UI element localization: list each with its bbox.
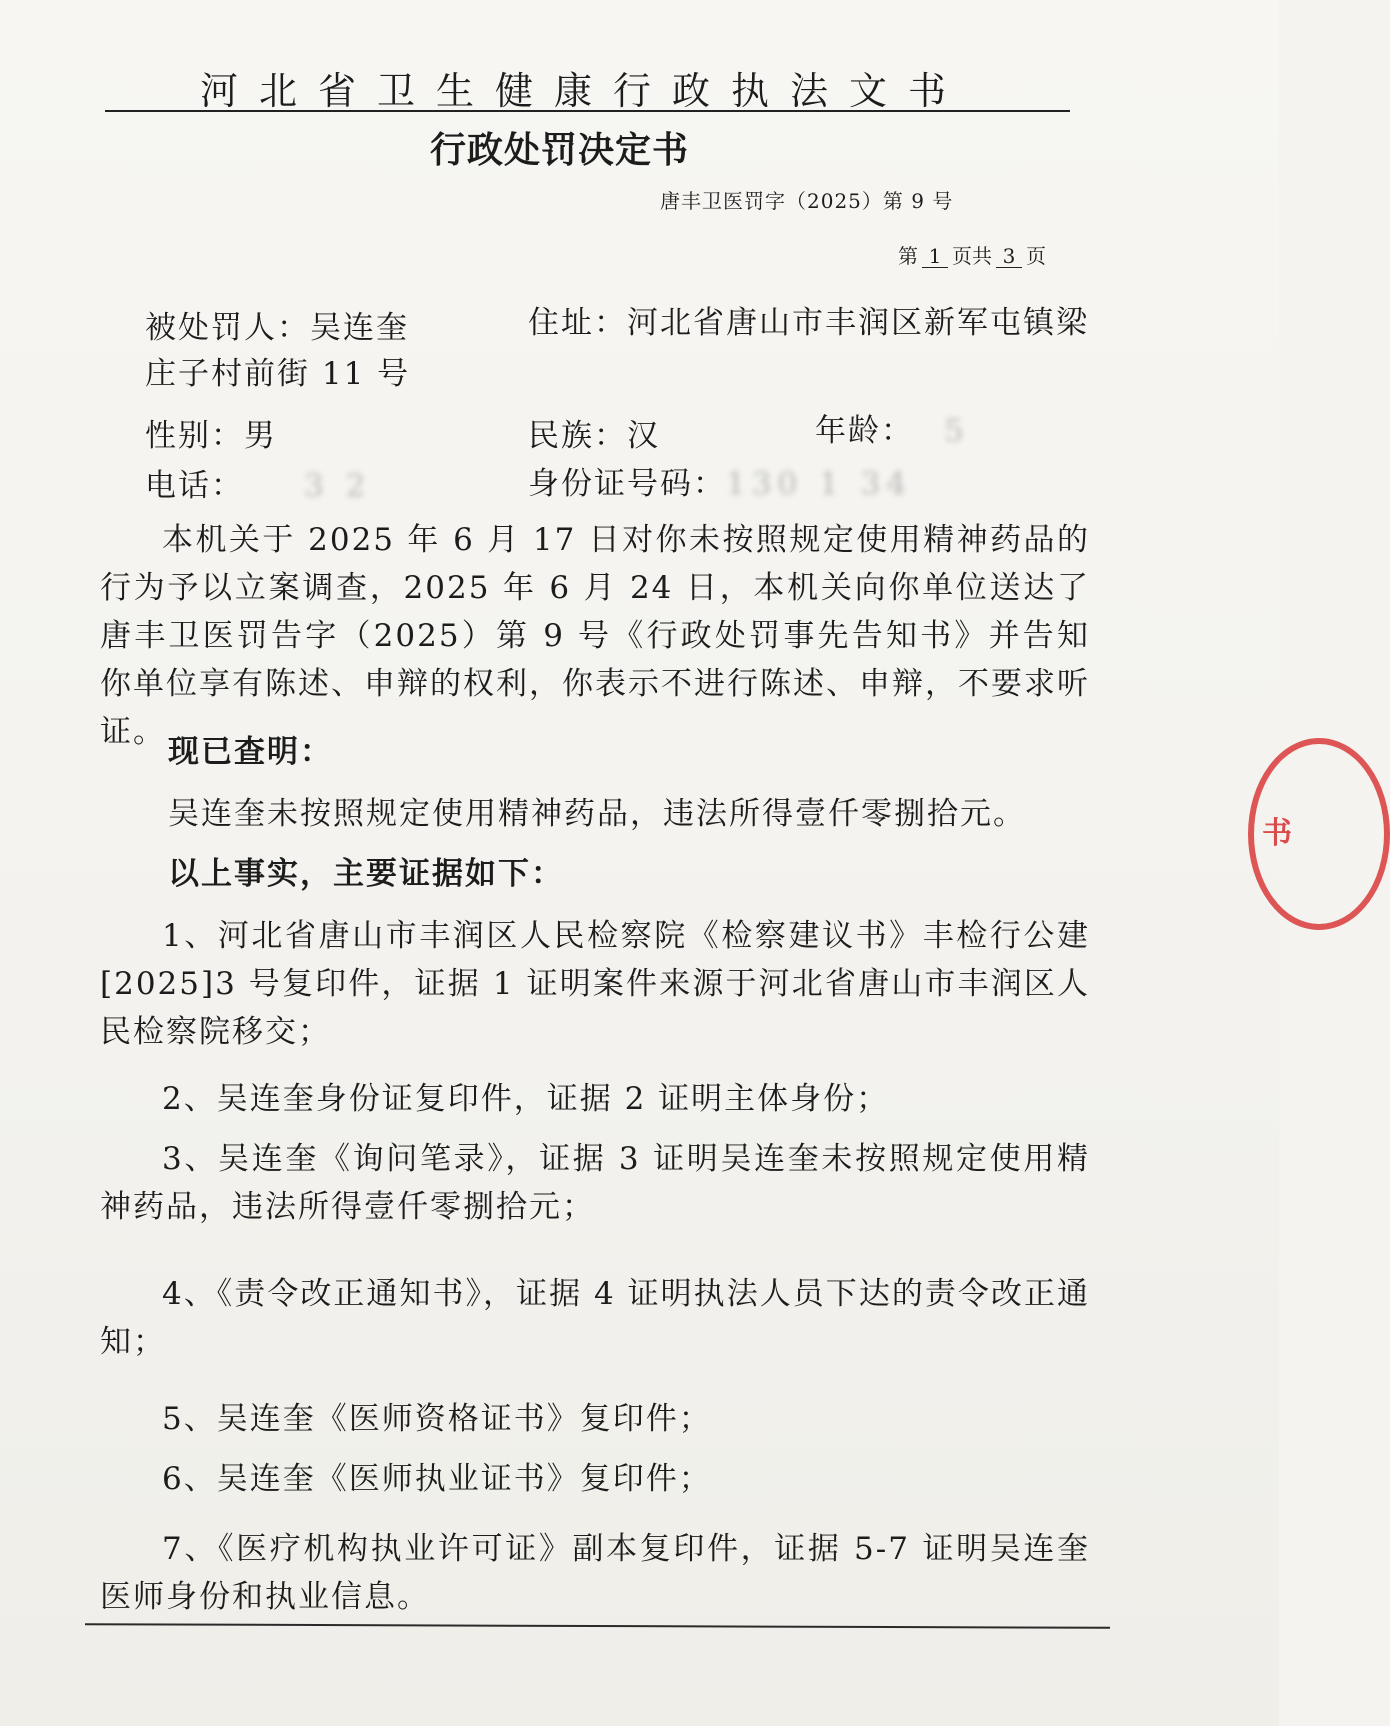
page-current: 1: [922, 245, 948, 268]
page-total: 3: [996, 245, 1022, 268]
party-address-label: 住址：: [528, 305, 627, 341]
party-phone-redacted: 3 2: [304, 468, 372, 504]
agency-title: 河北省卫生健康行政执法文书: [200, 69, 968, 113]
party-name-row: [145, 302, 409, 347]
findings-heading: 现已查明：: [168, 734, 333, 770]
evidence-heading: 以上事实，主要证据如下：: [168, 856, 564, 892]
page-suffix: 页: [1026, 244, 1046, 268]
party-id-row: [528, 458, 912, 503]
document-title: 行政处罚决定书: [430, 129, 690, 171]
page-prefix: 第: [898, 244, 918, 268]
party-age-redacted: 5: [944, 413, 970, 449]
footer-rule: [85, 1623, 1110, 1629]
party-ethnicity-row: [528, 410, 660, 455]
party-ethnicity: 汉: [627, 418, 660, 454]
party-ethnicity-label: 民族：: [528, 418, 627, 454]
seal-fragment: 书: [1262, 816, 1292, 851]
party-address-row: [528, 297, 1089, 342]
evidence-item: 2、吴连奎身份证复印件，证据 2 证明主体身份；: [162, 1081, 890, 1117]
party-address-line2: 庄子村前街 11 号: [145, 356, 411, 392]
party-age-label: 年龄：: [815, 413, 914, 449]
evidence-item: 7、《医疗机构执业许可证》副本复印件，证据 5-7 证明吴连奎医师身份和执业信息。: [100, 1531, 1090, 1615]
page-mid: 页共: [952, 244, 992, 268]
evidence-item: 4、《责令改正通知书》，证据 4 证明执法人员下达的责令改正通知；: [100, 1276, 1090, 1360]
party-age-row: [815, 405, 970, 450]
party-gender-label: 性别：: [145, 418, 244, 454]
party-id-label: 身份证号码：: [528, 466, 726, 502]
party-phone-row: [145, 460, 371, 505]
document-number: 唐丰卫医罚字（2025）第 9 号: [660, 189, 954, 213]
party-address-line1: 河北省唐山市丰润区新军屯镇梁: [627, 305, 1089, 341]
header-rule: [105, 110, 1070, 112]
intro-paragraph: 本机关于 2025 年 6 月 17 日对你未按照规定使用精神药品的行为予以立案调查，2025 年 6 月 24 日，本机关向你单位送达了唐丰卫医罚告字（2025）第 9 号《行政处罚事先告知书》并告知你单位享有陈述、申辩的权利，你表示不进行陈述、申辩，不要求听证。: [100, 522, 1090, 750]
party-name-label: 被处罚人：: [145, 310, 310, 346]
party-name: 吴连奎: [310, 310, 409, 346]
party-gender-row: [145, 410, 277, 455]
evidence-item: 5、吴连奎《医师资格证书》复印件；: [162, 1401, 712, 1437]
evidence-item: 1、河北省唐山市丰润区人民检察院《检察建议书》丰检行公建[2025]3 号复印件，证据 1 证明案件来源于河北省唐山市丰润区人民检察院移交；: [100, 918, 1090, 1050]
evidence-item: 6、吴连奎《医师执业证书》复印件；: [162, 1461, 712, 1497]
party-id-redacted: 130 1 34: [726, 466, 913, 502]
findings-text: 吴连奎未按照规定使用精神药品，违法所得壹仟零捌拾元。: [168, 796, 1026, 832]
party-gender: 男: [244, 418, 277, 454]
evidence-item: 3、吴连奎《询问笔录》，证据 3 证明吴连奎未按照规定使用精神药品，违法所得壹仟零捌拾元；: [100, 1141, 1090, 1225]
page-indicator: [898, 240, 1046, 269]
party-phone-label: 电话：: [145, 468, 244, 504]
